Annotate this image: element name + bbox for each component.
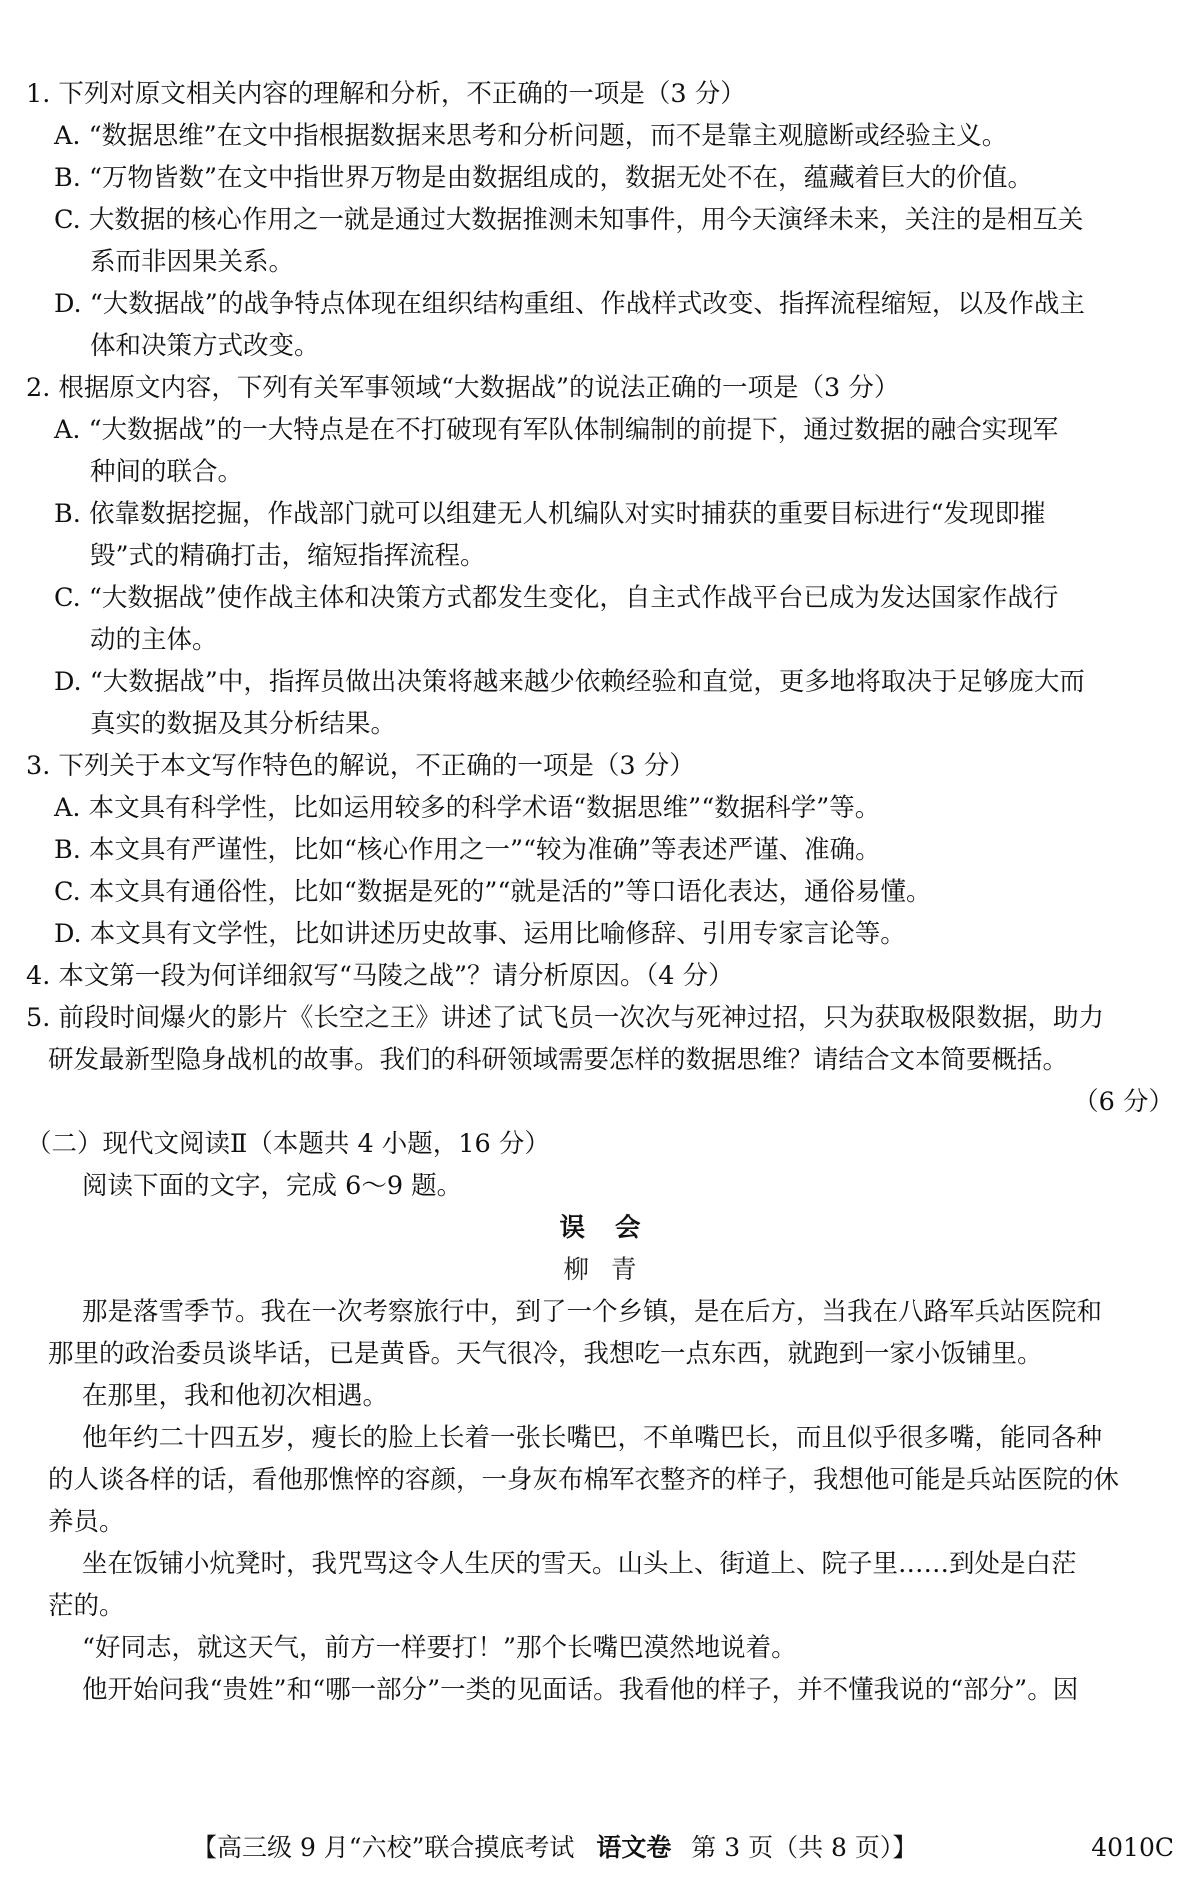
- footer-page-number: 第 3 页（共 8 页）】: [691, 1833, 918, 1862]
- answer-option-continued: 体和决策方式改变。: [90, 331, 320, 361]
- page-footer: [0, 1828, 1200, 1868]
- answer-option: B. 本文具有严谨性，比如“核心作用之一”“较为准确”等表述严谨、准确。: [54, 835, 881, 865]
- answer-option: A. “数据思维”在文中指根据数据来思考和分析问题，而不是靠主观臆断或经验主义。: [54, 121, 1008, 151]
- answer-option: C. “大数据战”使作战主体和决策方式都发生变化，自主式作战平台已成为发达国家作战行: [54, 583, 1059, 613]
- answer-option: D. “大数据战”中，指挥员做出决策将越来越少依赖经验和直觉，更多地将取决于足够庞大而: [54, 667, 1085, 697]
- story-paragraph: 坐在饭铺小炕凳时，我咒骂这令人生厌的雪天。山头上、街道上、院子里……到处是白茫: [82, 1549, 1077, 1579]
- question-stem: 2. 根据原文内容，下列有关军事领域“大数据战”的说法正确的一项是（3 分）: [26, 373, 900, 403]
- story-paragraph: 他年约二十四五岁，瘦长的脸上长着一张长嘴巴，不单嘴巴长，而且似乎很多嘴，能同各种: [82, 1423, 1103, 1453]
- story-paragraph-continued: 那里的政治委员谈毕话，已是黄昏。天气很冷，我想吃一点东西，就跑到一家小饭铺里。: [48, 1339, 1043, 1369]
- answer-option: B. “万物皆数”在文中指世界万物是由数据组成的，数据无处不在，蕴藏着巨大的价值。: [54, 163, 1034, 193]
- section-instruction: 阅读下面的文字，完成 6～9 题。: [82, 1171, 463, 1201]
- answer-option: A. “大数据战”的一大特点是在不打破现有军队体制编制的前提下，通过数据的融合实现军: [54, 415, 1059, 445]
- question-stem: 3. 下列关于本文写作特色的解说，不正确的一项是（3 分）: [26, 751, 695, 781]
- story-paragraph: 在那里，我和他初次相遇。: [82, 1381, 389, 1411]
- question-5-score: （6 分）: [1073, 1087, 1174, 1117]
- answer-option: A. 本文具有科学性，比如运用较多的科学术语“数据思维”“数据科学”等。: [54, 793, 881, 823]
- story-paragraph: 他开始问我“贵姓”和“哪一部分”一类的见面话。我看他的样子，并不懂我说的“部分”。因: [82, 1675, 1079, 1705]
- answer-option-continued: 种间的联合。: [90, 457, 244, 487]
- question-5-line: 5. 前段时间爆火的影片《长空之王》讲述了试飞员一次次与死神过招，只为获取极限数据，助力: [26, 1003, 1104, 1033]
- answer-option: C. 本文具有通俗性，比如“数据是死的”“就是活的”等口语化表达，通俗易懂。: [54, 877, 932, 907]
- answer-option-continued: 毁”式的精确打击，缩短指挥流程。: [90, 541, 486, 571]
- story-paragraph-continued: 养员。: [48, 1507, 125, 1537]
- question-4: 4. 本文第一段为何详细叙写“马陵之战”？请分析原因。（4 分）: [26, 961, 734, 991]
- footer-exam-name: 【高三级 9 月“六校”联合摸底考试: [192, 1833, 575, 1862]
- story-paragraph-continued: 茫的。: [48, 1591, 125, 1621]
- answer-option: D. 本文具有文学性，比如讲述历史故事、运用比喻修辞、引用专家言论等。: [54, 919, 906, 949]
- answer-option-continued: 系而非因果关系。: [90, 247, 295, 277]
- answer-option: C. 大数据的核心作用之一就是通过大数据推测未知事件，用今天演绎未来，关注的是相互关: [54, 205, 1084, 235]
- story-paragraph: “好同志，就这天气，前方一样要打！”那个长嘴巴漠然地说着。: [82, 1633, 797, 1663]
- footer-exam-info: [192, 1828, 917, 1868]
- story-title: 误会: [559, 1213, 671, 1243]
- story-paragraph: 那是落雪季节。我在一次考察旅行中，到了一个乡镇，是在后方，当我在八路军兵站医院和: [82, 1297, 1103, 1327]
- question-5-line: 研发最新型隐身战机的故事。我们的科研领域需要怎样的数据思维？请结合文本简要概括。: [48, 1045, 1069, 1075]
- exam-content: [0, 73, 1200, 1711]
- answer-option-continued: 动的主体。: [90, 625, 218, 655]
- story-author: 柳青: [563, 1255, 659, 1285]
- footer-paper-code: 4010C: [1091, 1833, 1174, 1862]
- question-stem: 1. 下列对原文相关内容的理解和分析，不正确的一项是（3 分）: [26, 79, 746, 109]
- answer-option: B. 依靠数据挖掘，作战部门就可以组建无人机编队对实时捕获的重要目标进行“发现即摧: [54, 499, 1046, 529]
- story-paragraph-continued: 的人谈各样的话，看他那憔悴的容颜，一身灰布棉军衣整齐的样子，我想他可能是兵站医院的休: [48, 1465, 1120, 1495]
- section-heading: （二）现代文阅读Ⅱ（本题共 4 小题，16 分）: [26, 1129, 550, 1159]
- answer-option: D. “大数据战”的战争特点体现在组织结构重组、作战样式改变、指挥流程缩短，以及作战主: [54, 289, 1085, 319]
- answer-option-continued: 真实的数据及其分析结果。: [90, 709, 397, 739]
- footer-subject: 语文卷: [596, 1833, 672, 1862]
